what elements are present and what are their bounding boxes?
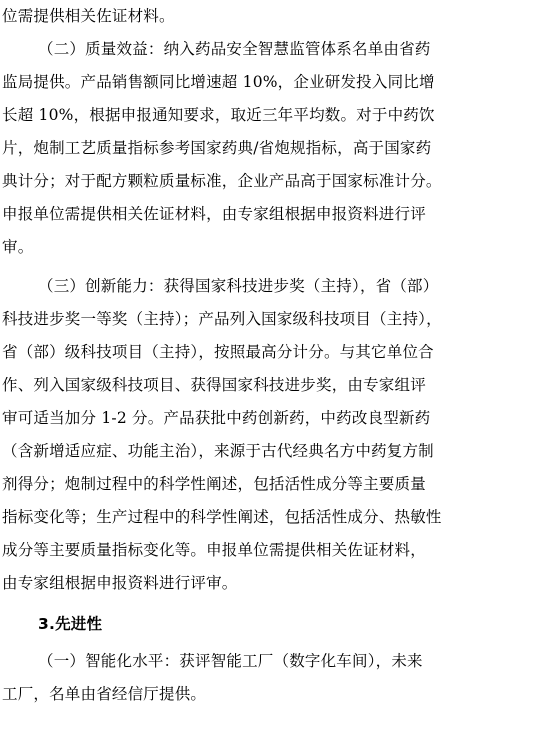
paragraph-heading-quality <box>0 33 535 66</box>
text-line-content: （含新增适应症、功能主治），来源于古代经典名方中药复方制 <box>2 442 434 460</box>
text-line-content: 工厂，名单由省经信厅提供。 <box>2 685 207 703</box>
text-line-content: 审可适当加分 1-2 分。产品获批中药创新药，中药改良型新药 <box>2 409 431 427</box>
section-heading-text: 3.先进性 <box>38 615 103 633</box>
text-line <box>0 132 535 165</box>
text-line <box>0 231 535 264</box>
text-line-content: （一）智能化水平：获评智能工厂（数字化车间），未来 <box>38 652 423 670</box>
text-line <box>0 435 535 468</box>
text-line <box>0 468 535 501</box>
text-line-content: 由专家组根据申报资料进行评审。 <box>2 574 238 592</box>
section-heading-advancement <box>0 608 535 641</box>
text-line <box>0 336 535 369</box>
text-line <box>0 369 535 402</box>
text-line-content: 申报单位需提供相关佐证材料，由专家组根据申报资料进行评 <box>2 205 426 223</box>
text-line <box>0 501 535 534</box>
text-line <box>0 198 535 231</box>
text-line <box>0 567 535 600</box>
text-line-content: 典计分；对于配方颗粒质量标准，企业产品高于国家标准计分。 <box>2 172 442 190</box>
paragraph-heading-innovation <box>0 270 535 303</box>
text-line-content: （二）质量效益：纳入药品安全智慧监管体系名单由省药 <box>38 40 431 58</box>
text-line <box>0 678 535 711</box>
text-line-content: 监局提供。产品销售额同比增速超 10%，企业研发投入同比增 <box>2 73 435 91</box>
text-line <box>0 99 535 132</box>
text-line-content: 指标变化等；生产过程中的科学性阐述，包括活性成分、热敏性 <box>2 508 442 526</box>
text-line <box>0 0 535 33</box>
text-line <box>0 402 535 435</box>
text-line-content: 审。 <box>2 238 34 256</box>
text-line <box>0 66 535 99</box>
text-line-content: 省（部）级科技项目（主持），按照最高分计分。与其它单位合 <box>2 343 434 361</box>
text-line-content: 科技进步奖一等奖（主持）；产品列入国家级科技项目（主持）， <box>2 310 442 328</box>
text-line-content: 作、列入国家级科技项目、获得国家科技进步奖，由专家组评 <box>2 376 426 394</box>
text-line-content: 长超 10%，根据申报通知要求，取近三年平均数。对于中药饮 <box>2 106 435 124</box>
text-line-content: （三）创新能力：获得国家科技进步奖（主持），省（部） <box>38 277 439 295</box>
text-line-content: 位需提供相关佐证材料。 <box>2 7 175 25</box>
paragraph-heading-intelligence <box>0 645 535 678</box>
text-line <box>0 165 535 198</box>
text-line <box>0 303 535 336</box>
text-line-content: 成分等主要质量指标变化等。申报单位需提供相关佐证材料， <box>2 541 426 559</box>
text-line-content: 剂得分；炮制过程中的科学性阐述，包括活性成分等主要质量 <box>2 475 426 493</box>
text-line <box>0 534 535 567</box>
text-line-content: 片，炮制工艺质量指标参考国家药典/省炮规指标，高于国家药 <box>2 139 432 157</box>
